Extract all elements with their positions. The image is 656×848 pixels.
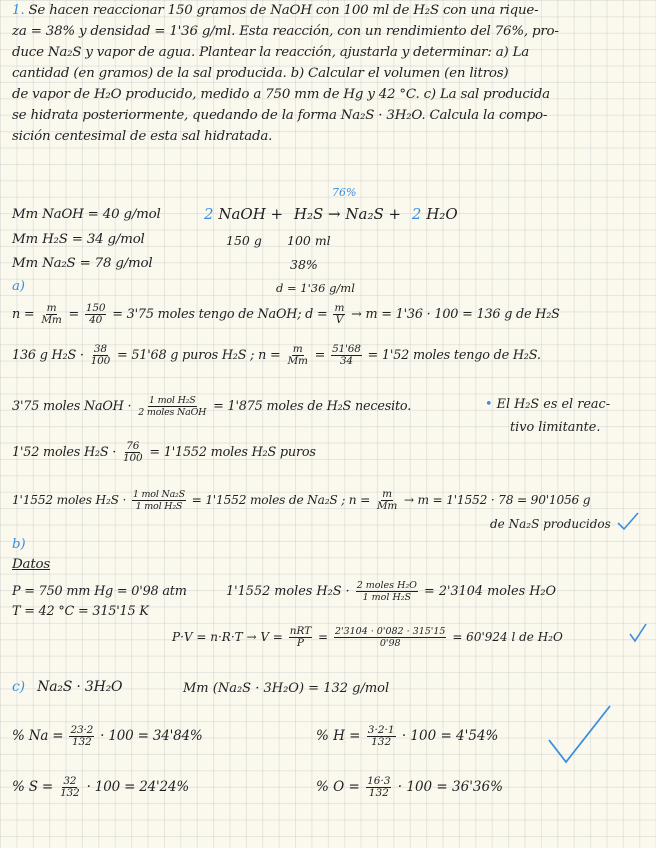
part-b-line-1 [226,580,556,603]
numerator: 3·2·1 [367,724,395,736]
fraction [331,344,362,367]
text: = 51'68 g puros H₂S ; n = [116,348,281,363]
large-check-mark-icon [546,700,614,770]
fraction [137,395,207,418]
text: n = [12,307,35,322]
fraction [356,580,418,603]
product-na2s: Na₂S + [345,205,402,223]
numerator: 23·2 [70,724,94,736]
problem-line-2: za = 38% y densidad = 1'36 g/ml. Esta reacción, con un rendimiento del 76%, pro- [12,24,559,39]
fraction [85,303,106,326]
numerator: m [292,343,303,355]
fraction [333,303,345,326]
denominator: 0'98 [379,638,401,649]
text: P·V = n·R·T → V = [172,630,283,644]
denominator: 132 [368,787,389,799]
text: % Na = [12,728,64,744]
coef-naoh: 2 [204,205,214,223]
text: 3'75 moles NaOH · [12,399,132,414]
text: · 100 = 34'84% [100,728,203,744]
denominator: 132 [72,736,92,748]
numerator: m [334,302,345,314]
text: = [318,630,329,644]
text: 136 g H₂S · [12,348,84,363]
denominator: Mm [287,355,308,367]
fraction [122,441,143,464]
text: = [314,348,326,363]
text: = 1'1552 moles H₂S puros [149,445,316,460]
numerator: nRT [289,625,312,637]
molar-mass-h2s: Mm H₂S = 34 g/mol [12,232,145,247]
denominator: P [296,637,304,649]
datos-heading: Datos [12,557,51,572]
fraction [40,303,62,326]
part-a-line-3 [12,395,411,418]
fraction [376,489,398,512]
h2s-volume: 100 ml [287,233,331,248]
text: = 1'52 moles tengo de H₂S. [367,348,541,363]
part-a-result-tail: de Na₂S producidos [490,517,611,531]
temperature-data: T = 42 °C = 315'15 K [12,604,149,619]
molar-mass-naoh: Mm NaOH = 40 g/mol [12,207,161,222]
text: = 1'1552 moles de Na₂S ; n = [191,493,371,507]
text: = 60'924 l de H₂O [452,630,563,644]
limiting-note-2: tivo limitante. [510,420,601,435]
check-mark-icon [616,510,640,532]
text: → m = 1'36 · 100 = 136 g de H₂S [351,307,560,322]
numerator: 1 mol Na₂S [132,489,185,500]
molar-mass-na2s: Mm Na₂S = 78 g/mol [12,256,153,271]
note-bullet: • [485,397,493,412]
numerator: 38 [93,343,107,355]
part-a-line-1 [12,303,560,326]
numerator: 76 [126,440,140,452]
denominator: 2 moles NaOH [138,407,207,418]
percent-s [12,776,189,799]
h2s-density: d = 1'36 g/ml [276,281,355,295]
numerator: 32 [63,775,77,787]
percent-o [316,776,503,799]
text: % H = [316,728,361,744]
text: = [68,307,80,322]
denominator: 100 [123,452,143,464]
product-h2o: H₂O [426,205,458,223]
text: = 3'75 moles tengo de NaOH; d = [112,307,328,322]
denominator: Mm [41,314,62,326]
denominator: 132 [60,787,80,799]
fraction [69,725,94,748]
text: = 2'3104 moles H₂O [424,584,557,599]
text: · 100 = 36'36% [397,779,503,795]
denominator: 1 mol H₂S [135,501,183,512]
denominator: Mm [376,500,398,512]
denominator: 100 [90,355,111,367]
part-c-line [12,679,122,695]
fraction [367,725,396,748]
note-text-1: El H₂S es el reac- [496,397,611,412]
numerator: 2 moles H₂O [356,580,417,591]
part-c-label: c) [12,679,25,695]
numerator: m [46,302,57,314]
yield-label: 76% [332,186,357,199]
numerator: 51'68 [332,343,361,355]
text: 1'1552 moles H₂S · [12,493,127,507]
hydrate-formula: Na₂S · 3H₂O [37,679,123,695]
check-mark-icon [628,622,648,644]
denominator: 34 [339,355,353,367]
text: = 1'875 moles de H₂S necesito. [213,399,412,414]
numerator: 150 [85,302,106,314]
part-a-line-4 [12,441,316,464]
problem-line-7: sición centesimal de esta sal hidratada. [12,129,273,144]
pressure-data: P = 750 mm Hg = 0'98 atm [12,584,187,599]
text: 1'1552 moles H₂S · [226,584,350,599]
hydrate-molar-mass: Mm (Na₂S · 3H₂O) = 132 g/mol [183,681,390,696]
problem-line-3: duce Na₂S y vapor de agua. Plantear la reacción, ajustarla y determinar: a) La [12,45,530,60]
problem-text-1: Se hacen reaccionar 150 gramos de NaOH con 100 ml de H₂S con una rique- [28,3,539,18]
text: % S = [12,779,53,795]
fraction [286,344,308,367]
text: · 100 = 4'54% [401,728,499,744]
fraction [366,776,391,799]
coef-h2o: 2 [411,205,422,223]
problem-line-5: de vapor de H₂O producido, medido a 750 mm de Hg y 42 °C. c) La sal producida [12,87,550,102]
text: 1'52 moles H₂S · [12,445,117,460]
h2s-purity: 38% [290,257,318,272]
numerator: m [382,488,392,500]
problem-number: 1. [12,3,25,18]
reactant-h2s: H₂S → [293,205,341,223]
fraction [90,344,111,367]
numerator: 16·3 [367,775,391,787]
problem-line-4: cantidad (en gramos) de la sal producida. b) Calcular el volumen (en litros) [12,66,509,81]
limiting-note [485,397,610,412]
part-b-label: b) [12,537,26,552]
part-b-line-2 [172,626,563,649]
denominator: 1 mol H₂S [362,592,412,603]
problem-line-6: se hidrata posteriormente, quedando de la forma Na₂S · 3H₂O. Calcula la compo- [12,108,548,123]
fraction [289,626,313,649]
problem-line-1 [12,3,538,18]
part-a-line-2 [12,344,541,367]
fraction [334,626,447,649]
numerator: 2'3104 · 0'082 · 315'15 [334,626,446,637]
percent-na [12,725,203,748]
denominator: V [335,314,344,326]
fraction [59,776,80,799]
reaction-equation [204,205,458,223]
naoh-mass: 150 g [226,233,262,248]
text: → m = 1'1552 · 78 = 90'1056 g [403,493,591,507]
text: · 100 = 24'24% [86,779,189,795]
part-a-label: a) [12,279,25,294]
text: % O = [316,779,360,795]
percent-h [316,725,498,748]
fraction [132,489,186,512]
part-a-line-5 [12,489,590,512]
numerator: 1 mol H₂S [148,395,196,406]
reactant-naoh: NaOH + [218,205,284,223]
denominator: 132 [371,736,392,748]
denominator: 40 [89,314,103,326]
